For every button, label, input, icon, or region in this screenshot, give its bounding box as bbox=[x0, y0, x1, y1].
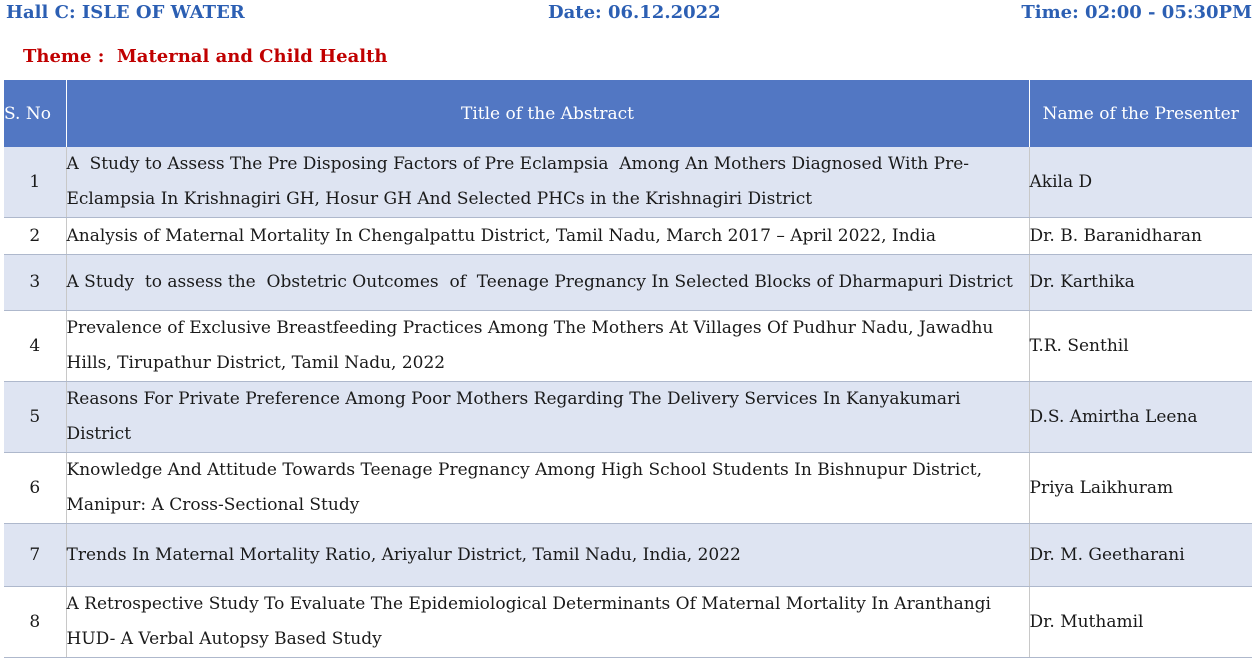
row-presenter: T.R. Senthil bbox=[1029, 311, 1252, 382]
row-presenter: Dr. Muthamil bbox=[1029, 587, 1252, 658]
session-header bbox=[0, 2, 1256, 26]
table-row bbox=[4, 382, 1252, 453]
row-presenter: Dr. Karthika bbox=[1029, 255, 1252, 311]
row-abstract-title: Analysis of Maternal Mortality In Chengalpattu District, Tamil Nadu, March 2017 – April 2022, India bbox=[66, 218, 1029, 255]
row-sno: 8 bbox=[4, 587, 66, 658]
hall-name: Hall C: ISLE OF WATER bbox=[6, 2, 245, 23]
row-sno: 1 bbox=[4, 147, 66, 218]
abstract-schedule-table bbox=[4, 80, 1252, 658]
row-abstract-title: A Study to Assess The Pre Disposing Factors of Pre Eclampsia Among An Mothers Diagnosed With Pre-Eclampsia In Krishnagiri GH, Hosur GH And Selected PHCs in the Krishnagiri District bbox=[66, 147, 1029, 218]
session-time: Time: 02:00 - 05:30PM bbox=[1021, 2, 1252, 23]
row-abstract-title: Knowledge And Attitude Towards Teenage Pregnancy Among High School Students In Bishnupur District, Manipur: A Cross-Sectional Study bbox=[66, 453, 1029, 524]
table-row bbox=[4, 311, 1252, 382]
row-presenter: Priya Laikhuram bbox=[1029, 453, 1252, 524]
row-presenter: D.S. Amirtha Leena bbox=[1029, 382, 1252, 453]
session-theme: Theme : Maternal and Child Health bbox=[23, 46, 388, 67]
column-header-title: Title of the Abstract bbox=[66, 80, 1029, 147]
row-abstract-title: A Study to assess the Obstetric Outcomes of Teenage Pregnancy In Selected Blocks of Dharmapuri District bbox=[66, 255, 1029, 311]
table-row bbox=[4, 218, 1252, 255]
table-row bbox=[4, 453, 1252, 524]
row-sno: 4 bbox=[4, 311, 66, 382]
table-row bbox=[4, 255, 1252, 311]
table-row bbox=[4, 147, 1252, 218]
row-abstract-title: Reasons For Private Preference Among Poor Mothers Regarding The Delivery Services In Kanyakumari District bbox=[66, 382, 1029, 453]
row-abstract-title: A Retrospective Study To Evaluate The Epidemiological Determinants Of Maternal Mortality In Aranthangi HUD- A Verbal Autopsy Based Study bbox=[66, 587, 1029, 658]
row-abstract-title: Prevalence of Exclusive Breastfeeding Practices Among The Mothers At Villages Of Pudhur Nadu, Jawadhu Hills, Tirupathur District, Tamil Nadu, 2022 bbox=[66, 311, 1029, 382]
row-sno: 7 bbox=[4, 524, 66, 587]
column-header-presenter: Name of the Presenter bbox=[1029, 80, 1252, 147]
row-sno: 5 bbox=[4, 382, 66, 453]
row-presenter: Dr. M. Geetharani bbox=[1029, 524, 1252, 587]
session-date: Date: 06.12.2022 bbox=[548, 2, 721, 23]
table-header-row bbox=[4, 80, 1252, 147]
table-row bbox=[4, 587, 1252, 658]
column-header-sno: S. No bbox=[4, 80, 66, 147]
row-sno: 3 bbox=[4, 255, 66, 311]
row-presenter: Akila D bbox=[1029, 147, 1252, 218]
row-abstract-title: Trends In Maternal Mortality Ratio, Ariyalur District, Tamil Nadu, India, 2022 bbox=[66, 524, 1029, 587]
table-row bbox=[4, 524, 1252, 587]
row-sno: 6 bbox=[4, 453, 66, 524]
row-sno: 2 bbox=[4, 218, 66, 255]
row-presenter: Dr. B. Baranidharan bbox=[1029, 218, 1252, 255]
